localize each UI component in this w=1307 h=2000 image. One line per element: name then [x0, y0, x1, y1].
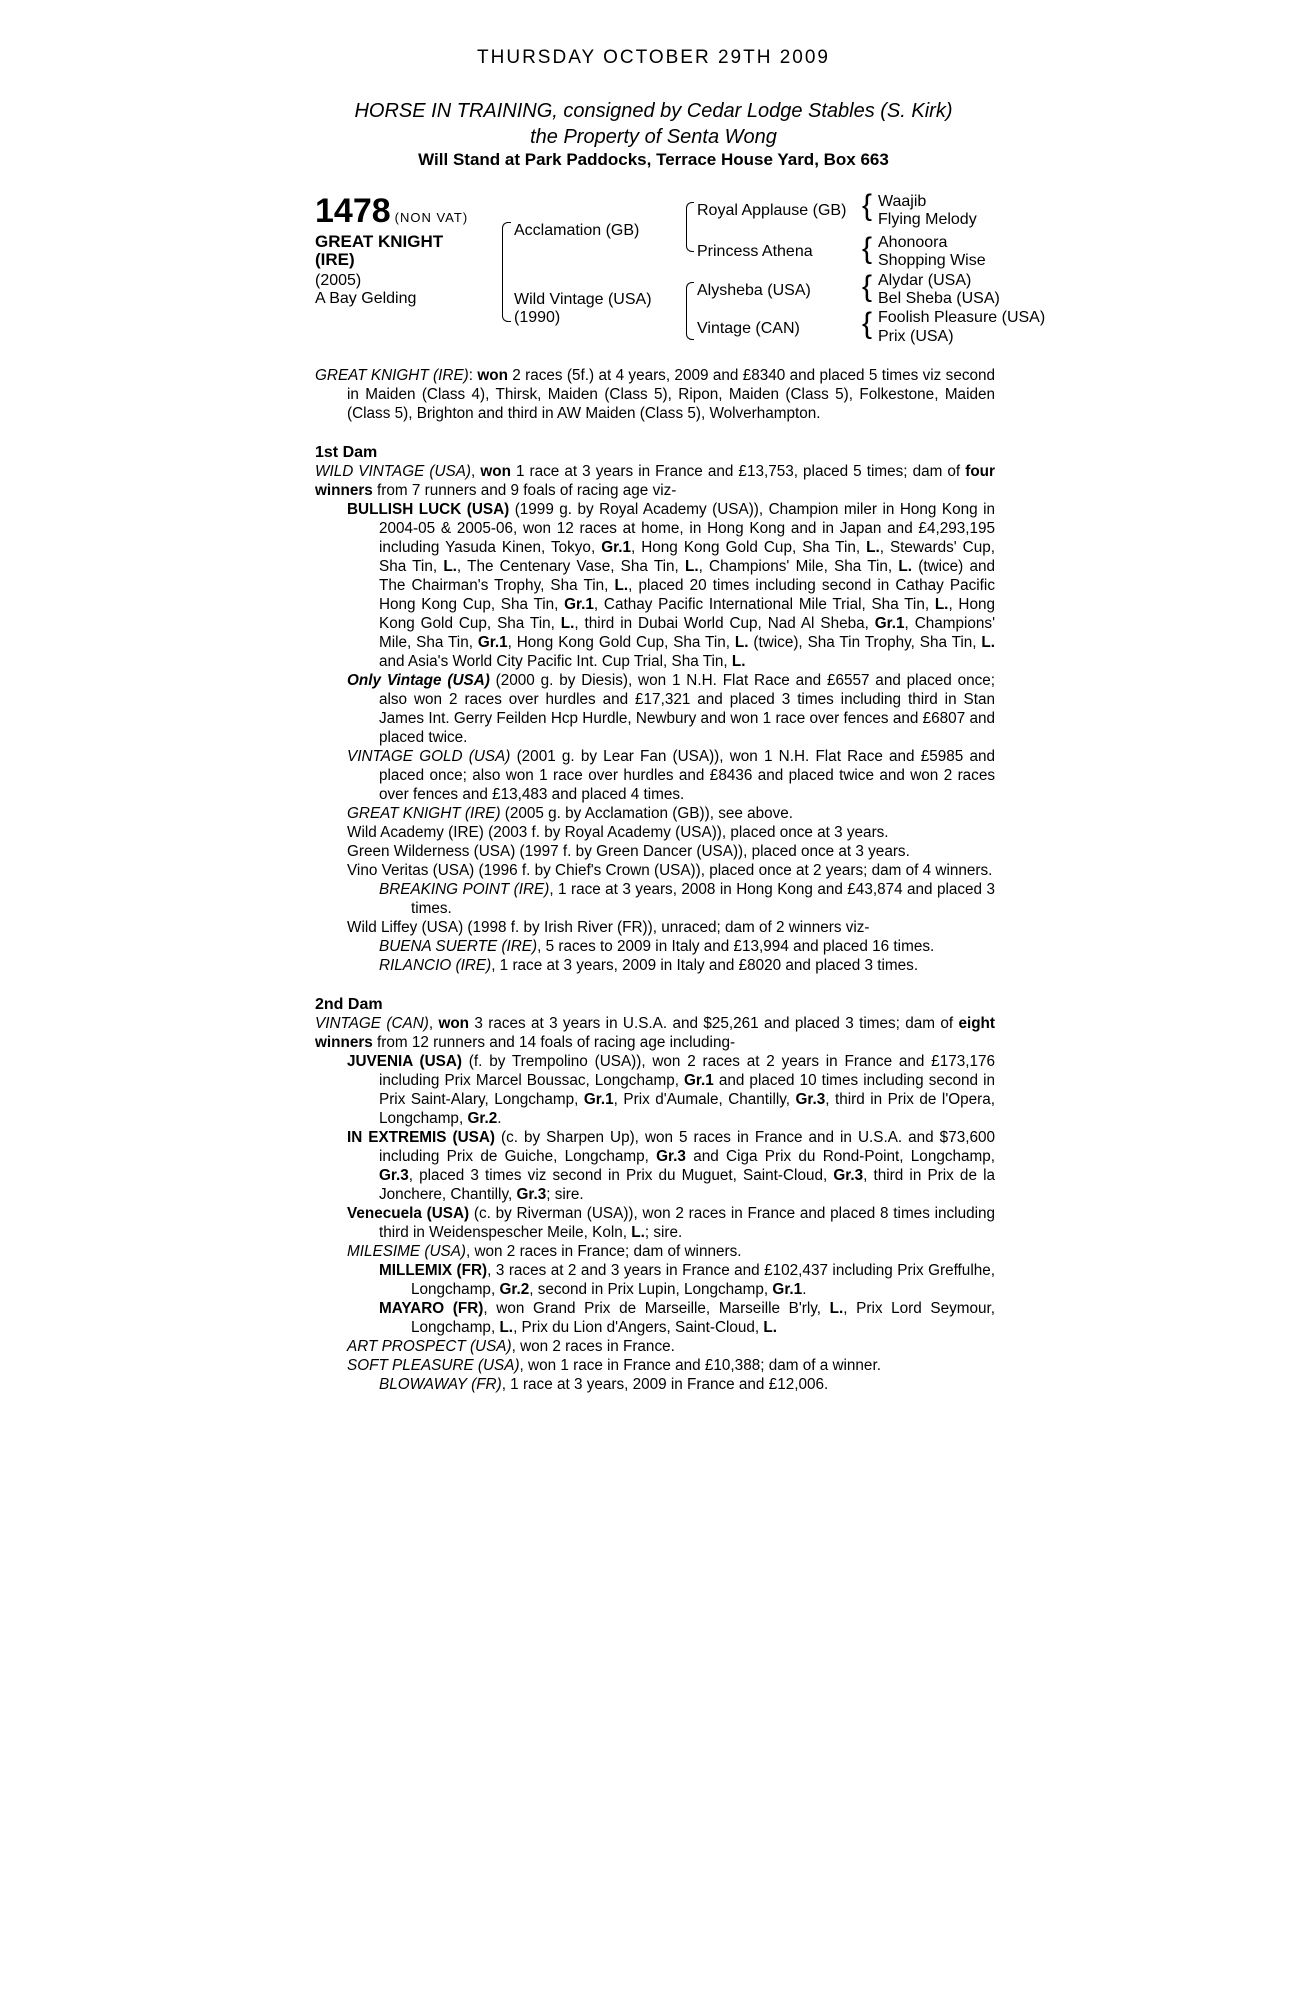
summary-text: 2 races (5f.) at 4 years, 2009 and £8340 and placed 5 times viz second in Maiden (Class 4), Thirsk, Maiden (Class 5), Ripon, Maiden (Class 5), Folkestone, Maiden (Class 5), Brighton and third in AW Maiden (Class 5), Wolverhampton.: [347, 367, 996, 422]
first-dam-heading: 1st Dam: [315, 444, 378, 461]
lot-number-block: [315, 192, 468, 231]
horse-name-line2: (IRE): [315, 250, 355, 269]
progeny-entry: ART PROSPECT (USA), won 2 races in France.: [347, 1338, 675, 1355]
progeny-entry: GREAT KNIGHT (IRE) (2005 g. by Acclamation (GB)), see above.: [347, 805, 794, 822]
pedigree-dam-dam: Vintage (CAN): [697, 320, 800, 337]
pedigree-dam: Wild Vintage (USA): [514, 291, 652, 308]
pedigree-ddd: Prix (USA): [878, 328, 954, 345]
pedigree-sdd: Shopping Wise: [878, 252, 986, 269]
pedigree-dam-year: (1990): [514, 309, 561, 326]
pedigree-dss: Alydar (USA): [878, 272, 972, 289]
sire-parents-bracket: [686, 202, 694, 252]
pedigree-sire: Acclamation (GB): [514, 222, 640, 239]
summary-won: won: [477, 367, 508, 384]
horse-name-line1: GREAT KNIGHT: [315, 232, 444, 251]
pedigree-sire-sire: Royal Applause (GB): [697, 202, 847, 219]
brace-icon: {: [862, 270, 873, 303]
grand-progeny-entry: MAYARO (FR), won Grand Prix de Marseille, Marseille B'rly, L., Prix Lord Seymour, Longchamp, L., Prix du Lion d'Angers, Saint-Cloud, L.: [379, 1300, 996, 1336]
pedigree-dds: Foolish Pleasure (USA): [878, 309, 1046, 326]
property-line: the Property of Senta Wong: [530, 126, 777, 148]
pedigree-sire-dam: Princess Athena: [697, 243, 813, 260]
progeny-entry: MILESIME (USA), won 2 races in France; dam of winners.: [347, 1243, 742, 1260]
pedigree-dsd: Bel Sheba (USA): [878, 290, 1000, 307]
progeny-entry: Venecuela (USA) (c. by Riverman (USA)), won 2 races in France and placed 8 times including third in Weidenspescher Meile, Koln, L.; sire.: [347, 1205, 995, 1241]
horse-name: [315, 233, 443, 269]
brace-icon: {: [862, 307, 873, 340]
pedigree-sss: Waajib: [878, 193, 927, 210]
first-dam-record: WILD VINTAGE (USA), won 1 race at 3 years in France and £13,753, placed 5 times; dam of four winners from 7 runners and 9 foals of racing age viz-: [315, 463, 995, 499]
race-record-body: [315, 366, 995, 1394]
progeny-entry: BULLISH LUCK (USA) (1999 g. by Royal Academy (USA)), Champion miler in Hong Kong in 2004-05 & 2005-06, won 12 races at home, in Hong Kong and in Japan and £4,293,195 including Yasuda Kinen, Tokyo, Gr.1, Hong Kong Gold Cup, Sha Tin, L., Stewards' Cup, Sha Tin, L., The Centenary Vase, Sha Tin, L., Champions' Mile, Sha Tin, L. (twice) and The Chairman's Trophy, Sha Tin, L., placed 20 times including second in Cathay Pacific Hong Kong Cup, Sha Tin, Gr.1, Cathay Pacific International Mile Trial, Sha Tin, L., Hong Kong Gold Cup, Sha Tin, L., third in Dubai World Cup, Nad Al Sheba, Gr.1, Champions' Mile, Sha Tin, Gr.1, Hong Kong Gold Cup, Sha Tin, L. (twice), Sha Tin Trophy, Sha Tin, L. and Asia's World City Pacific Int. Cup Trial, Sha Tin, L.: [347, 501, 996, 670]
progeny-entry: IN EXTREMIS (USA) (c. by Sharpen Up), won 5 races in France and in U.S.A. and $73,600 including Prix de Guiche, Longchamp, Gr.3 and Ciga Prix du Rond-Point, Longchamp, Gr.3, placed 3 times viz second in Prix du Muguet, Saint-Cloud, Gr.3, third in Prix de la Jonchere, Chantilly, Gr.3; sire.: [347, 1129, 995, 1203]
grand-progeny-entry: BLOWAWAY (FR), 1 race at 3 years, 2009 in France and £12,006.: [379, 1376, 829, 1393]
progeny-entry: Vino Veritas (USA) (1996 f. by Chief's Crown (USA)), placed once at 2 years; dam of 4 winners.: [347, 862, 993, 879]
stand-location: Will Stand at Park Paddocks, Terrace House Yard, Box 663: [418, 150, 889, 169]
sire-dam-bracket: [502, 222, 511, 322]
dam-parents-bracket: [686, 282, 694, 340]
pedigree-ssd: Flying Melody: [878, 211, 977, 228]
sale-date: THURSDAY OCTOBER 29TH 2009: [477, 47, 830, 68]
summary-horse-name: GREAT KNIGHT (IRE): [315, 367, 469, 384]
horse-summary: GREAT KNIGHT (IRE): won 2 races (5f.) at 4 years, 2009 and £8340 and placed 5 times viz second in Maiden (Class 4), Thirsk, Maiden (Class 5), Ripon, Maiden (Class 5), Folkestone, Maiden (Class 5), Brighton and third in AW Maiden (Class 5), Wolverhampton.: [315, 367, 996, 422]
progeny-entry: Wild Liffey (USA) (1998 f. by Irish River (FR)), unraced; dam of 2 winners viz-: [347, 919, 870, 936]
lot-number: 1478: [315, 192, 391, 230]
grand-progeny-entry: BREAKING POINT (IRE), 1 race at 3 years, 2008 in Hong Kong and £43,874 and placed 3 times.: [379, 881, 996, 917]
progeny-entry: Only Vintage (USA) (2000 g. by Diesis), won 1 N.H. Flat Race and £6557 and placed once; also won 2 races over hurdles and £17,321 and placed 3 times including third in Stan James Int. Gerry Feilden Hcp Hurdle, Newbury and won 1 race over fences and £6807 and placed twice.: [347, 672, 995, 746]
horse-description: A Bay Gelding: [315, 290, 417, 307]
foaling-year: (2005): [315, 272, 362, 289]
grand-progeny-entry: MILLEMIX (FR), 3 races at 2 and 3 years in France and £102,437 including Prix Greffulhe, Longchamp, Gr.2, second in Prix Lupin, Longchamp, Gr.1.: [379, 1262, 995, 1298]
pedigree-dam-sire: Alysheba (USA): [697, 282, 811, 299]
grand-progeny-entry: BUENA SUERTE (IRE), 5 races to 2009 in Italy and £13,994 and placed 16 times.: [379, 938, 935, 955]
grand-progeny-entry: RILANCIO (IRE), 1 race at 3 years, 2009 in Italy and £8020 and placed 3 times.: [379, 957, 919, 974]
progeny-entry: JUVENIA (USA) (f. by Trempolino (USA)), won 2 races at 2 years in France and £173,176 including Prix Marcel Boussac, Longchamp, Gr.1 and placed 10 times including second in Prix Saint-Alary, Longchamp, Gr.1, Prix d'Aumale, Chantilly, Gr.3, third in Prix de l'Opera, Longchamp, Gr.2.: [347, 1053, 996, 1127]
consignor-line: HORSE IN TRAINING, consigned by Cedar Lodge Stables (S. Kirk): [354, 100, 953, 122]
progeny-entry: SOFT PLEASURE (USA), won 1 race in France and £10,388; dam of a winner.: [347, 1357, 881, 1374]
vat-status: (NON VAT): [394, 210, 469, 225]
progeny-entry: Green Wilderness (USA) (1997 f. by Green Dancer (USA)), placed once at 3 years.: [347, 843, 910, 860]
second-dam-heading: 2nd Dam: [315, 996, 383, 1013]
pedigree-sds: Ahonoora: [878, 234, 948, 251]
brace-icon: {: [862, 189, 873, 222]
second-dam-record: VINTAGE (CAN), won 3 races at 3 years in U.S.A. and $25,261 and placed 3 times; dam of eight winners from 12 runners and 14 foals of racing age including-: [315, 1015, 995, 1051]
progeny-entry: Wild Academy (IRE) (2003 f. by Royal Academy (USA)), placed once at 3 years.: [347, 824, 889, 841]
progeny-entry: VINTAGE GOLD (USA) (2001 g. by Lear Fan (USA)), won 1 N.H. Flat Race and £5985 and placed once; also won 1 race over hurdles and £8436 and placed twice and won 2 races over fences and £13,483 and placed 4 times.: [347, 748, 995, 803]
brace-icon: {: [862, 232, 873, 265]
